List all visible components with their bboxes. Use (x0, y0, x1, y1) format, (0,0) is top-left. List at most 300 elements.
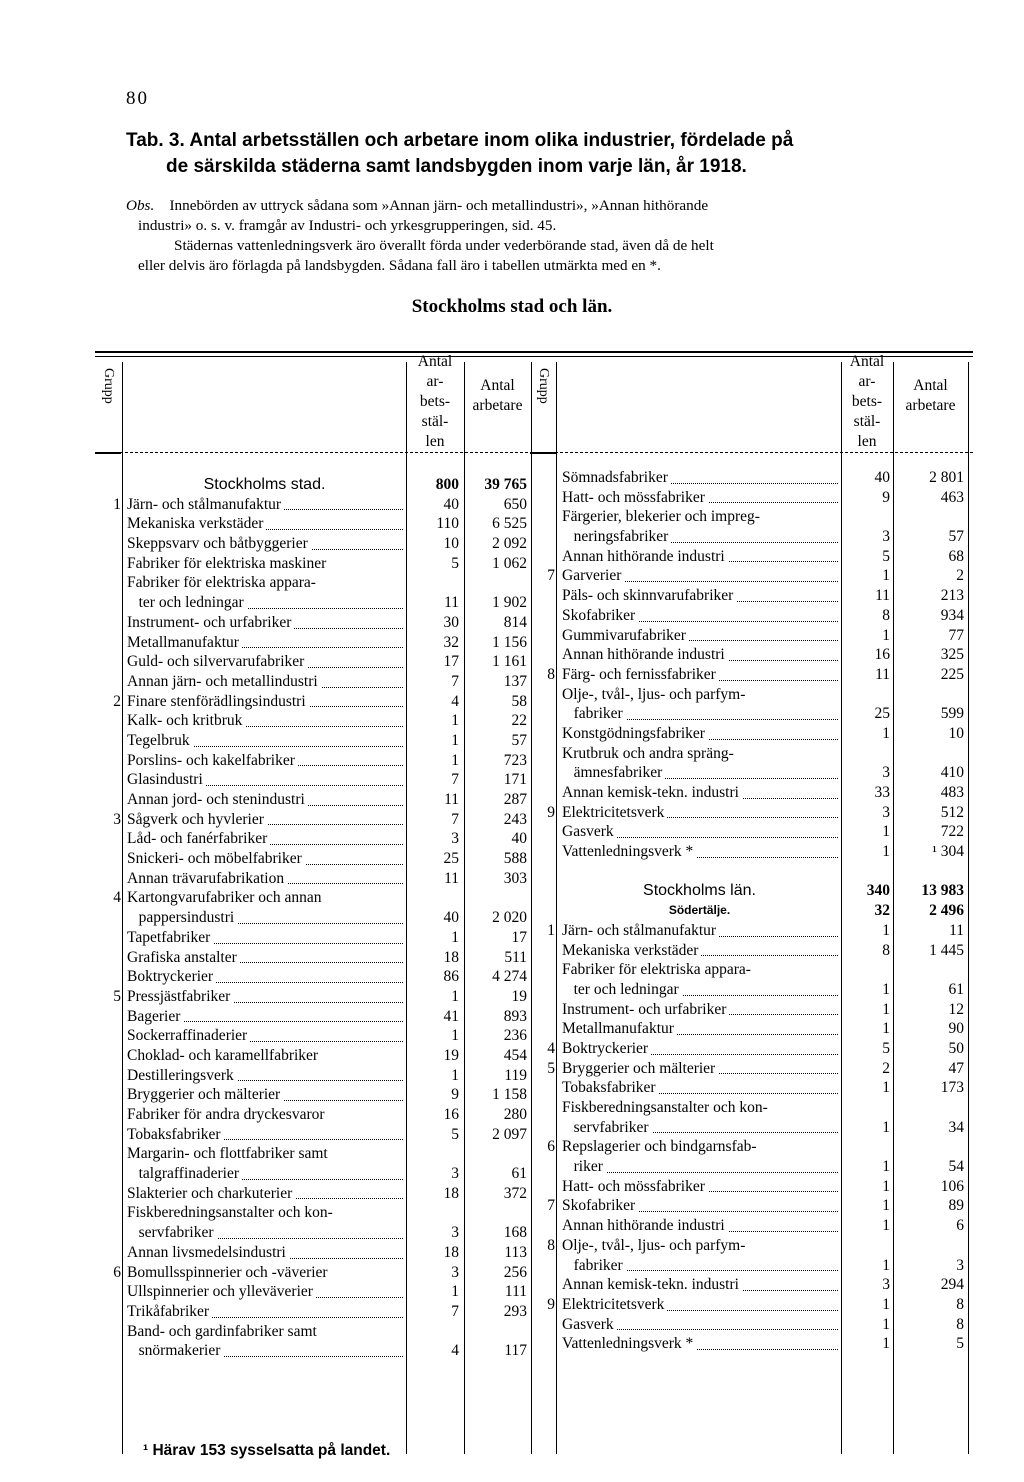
workplaces-count: 1 (882, 1295, 890, 1313)
workers-count: 256 (503, 1263, 527, 1281)
workplaces-count: 19 (443, 1046, 459, 1064)
workers-count: 17 (511, 928, 527, 946)
industry-name-text: Färg- och fernissfabriker (562, 666, 719, 683)
workplaces-count: 1 (451, 1027, 459, 1045)
workplaces-count: 1 (882, 626, 890, 644)
table-row (95, 672, 535, 692)
industry-name (562, 1059, 840, 1079)
industry-name-text: ämnesfabriker (562, 764, 665, 781)
industry-name-text: Boktryckerier (562, 1040, 651, 1057)
workers-count: 280 (503, 1106, 527, 1123)
workplaces-count: 11 (444, 791, 459, 808)
workplaces-count: 1 (882, 1118, 890, 1136)
title-line-2: de särskilda städerna samt landsbygden inom varje län, år 1918. (166, 156, 747, 177)
workplaces-count: 3 (882, 764, 890, 782)
workers-count: 213 (940, 587, 964, 605)
footnote-text: ¹ Härav 153 sysselsatta på landet. (143, 1442, 391, 1459)
workers-count: 325 (940, 646, 964, 664)
workers-count: 650 (503, 495, 527, 513)
table-row (95, 731, 535, 751)
industry-name (127, 770, 405, 790)
table-row (95, 1263, 535, 1283)
workers-count: 723 (503, 751, 527, 769)
obs-text-1: Innebörden av uttryck sådana som »Annan järn- och metallindustri», »Annan hithörande (169, 197, 709, 214)
workplaces-count: 1 (882, 1217, 890, 1235)
industry-name (562, 921, 840, 941)
industry-name-text: Slakterier och charkuterier (127, 1185, 295, 1202)
industry-name (562, 901, 840, 921)
group-number: 8 (547, 1236, 555, 1254)
table-row (530, 704, 970, 724)
industry-name (562, 1157, 840, 1177)
industry-name (562, 468, 840, 488)
industry-name (562, 1334, 840, 1354)
industry-name (562, 1019, 840, 1039)
table-row (530, 1295, 970, 1315)
workers-count: 50 (948, 1039, 964, 1057)
workplaces-count: 1 (882, 1197, 890, 1215)
group-number: 6 (113, 1263, 121, 1281)
workplaces-count: 18 (443, 948, 459, 966)
table-row (530, 1118, 970, 1138)
industry-name-text: Pressjästfabriker (127, 988, 233, 1005)
industry-name (562, 960, 840, 980)
workers-count: 39 765 (484, 476, 527, 493)
workers-count: 3 (956, 1256, 964, 1274)
industry-name-text: Konstgödningsfabriker (562, 725, 708, 742)
industry-name (562, 626, 840, 646)
workplaces-count: 1 (451, 928, 459, 946)
workers-count: 8 (956, 1315, 964, 1333)
workplaces-count: 9 (451, 1086, 459, 1104)
industry-name-text: servfabriker (562, 1119, 652, 1136)
table-row (95, 829, 535, 849)
workplaces-count: 18 (443, 1243, 459, 1261)
table-row (530, 665, 970, 685)
industry-name-text: Annan livsmedelsindustri (127, 1244, 289, 1261)
workplaces-count: 110 (436, 515, 459, 533)
workers-count: 5 (956, 1335, 964, 1353)
table-row (95, 1341, 535, 1361)
industry-name-text: Fabriker för elektriska maskiner (127, 555, 329, 572)
industry-name-text: Färgerier, blekerier och impreg- (562, 508, 763, 525)
header-bottom-mid-solid (530, 452, 556, 454)
industry-name-text (562, 863, 565, 880)
industry-name-text: Bryggerier och mälterier (127, 1086, 283, 1103)
workers-count: 6 (956, 1217, 964, 1235)
workplaces-count: 16 (874, 646, 890, 664)
industry-name-text: Fiskberedningsanstalter och kon- (562, 1099, 771, 1116)
workplaces-count: 1 (451, 1066, 459, 1084)
industry-name (562, 665, 840, 685)
industry-name (127, 1184, 405, 1204)
workers-count: 173 (940, 1079, 964, 1097)
workplaces-count: 1 (451, 987, 459, 1005)
workers-count: 225 (940, 665, 964, 683)
industry-name-text: pappersindustri (127, 909, 237, 926)
table-row (530, 1098, 970, 1118)
workers-count: 171 (503, 771, 527, 789)
workers-count: 57 (511, 731, 527, 749)
table-row (95, 987, 535, 1007)
workplaces-count: 1 (882, 921, 890, 939)
table-row (530, 822, 970, 842)
industry-name-text: Boktryckerier (127, 968, 216, 985)
industry-name-text: neringsfabriker (562, 528, 671, 545)
table-row (95, 967, 535, 987)
industry-name (562, 763, 840, 783)
hdr-l4: stäl- (421, 413, 449, 430)
workplaces-count: 3 (882, 528, 890, 546)
industry-name (562, 1315, 840, 1335)
workers-count: 19 (511, 987, 527, 1005)
industry-name (127, 1144, 405, 1164)
workers-count: 2 020 (492, 909, 527, 927)
workers-count: 8 (956, 1295, 964, 1313)
workplaces-count: 25 (874, 705, 890, 723)
industry-name-text: Tobaksfabriker (562, 1079, 659, 1096)
hdr-l3: bets- (419, 393, 451, 410)
industry-name-text: Sockerraffinaderier (127, 1027, 250, 1044)
table-row (530, 1334, 970, 1354)
industry-name-text: Glasindustri (127, 771, 206, 788)
observation-note (126, 196, 986, 276)
industry-name-text: Tegelbruk (127, 732, 193, 749)
industry-name (562, 1137, 840, 1157)
industry-name-text: Vattenledningsverk * (562, 843, 696, 860)
workers-count: 111 (504, 1283, 527, 1301)
industry-name (562, 1177, 840, 1197)
workers-count: 119 (504, 1066, 527, 1084)
workplaces-count: 5 (882, 547, 890, 565)
workers-count: 294 (940, 1276, 964, 1294)
table-row (95, 475, 535, 495)
industry-name-text: Bomullsspinnerier och -väverier (127, 1264, 331, 1281)
industry-name (127, 633, 405, 653)
workplaces-count: 7 (451, 810, 459, 828)
workers-count: 1 902 (492, 594, 527, 612)
industry-name-text: servfabriker (127, 1224, 217, 1241)
workplaces-count: 1 (882, 980, 890, 998)
workplaces-count: 8 (882, 941, 890, 959)
industry-name (562, 822, 840, 842)
industry-name-text: snörmakerier (127, 1342, 223, 1359)
industry-name-text: Olje-, tvål-, ljus- och parfym- (562, 1237, 748, 1254)
table-row (95, 514, 535, 534)
obs-label: Obs. (126, 197, 155, 214)
table-row (95, 1007, 535, 1027)
industry-name-text: Krutbruk och andra spräng- (562, 745, 737, 762)
industry-name (562, 685, 840, 705)
industry-name (127, 1066, 405, 1086)
workplaces-count: 11 (444, 594, 459, 612)
industry-name-text: Tobaksfabriker (127, 1126, 224, 1143)
workplaces-count: 3 (451, 1165, 459, 1183)
workplaces-count: 86 (443, 968, 459, 986)
table-row (95, 1085, 535, 1105)
workplaces-count: 3 (451, 830, 459, 848)
industry-name-text: Porslins- och kakelfabriker (127, 752, 298, 769)
right-table-body (530, 468, 970, 1354)
table-row (95, 495, 535, 515)
industry-name (562, 1295, 840, 1315)
industry-name (562, 606, 840, 626)
industry-name (562, 1216, 840, 1236)
industry-name-text: Skeppsvarv och båtbyggerier (127, 535, 311, 552)
industry-name (127, 928, 405, 948)
industry-name (562, 488, 840, 508)
table-row (530, 1157, 970, 1177)
industry-name-text: Snickeri- och möbelfabriker (127, 850, 305, 867)
industry-name-text: ter och ledningar (127, 594, 247, 611)
workers-count: 2 097 (492, 1125, 527, 1143)
table-row (95, 1302, 535, 1322)
workplaces-count: 2 (882, 1059, 890, 1077)
table-row (95, 1243, 535, 1263)
industry-name-text: Skofabriker (562, 1197, 638, 1214)
workers-count: 89 (948, 1197, 964, 1215)
industry-name (562, 1118, 840, 1138)
workplaces-count: 1 (451, 1283, 459, 1301)
workers-count: 588 (503, 850, 527, 868)
workers-count: 934 (940, 606, 964, 624)
header-arbetare-right (893, 376, 968, 416)
industry-name (127, 1105, 405, 1125)
hdr-r5: len (857, 433, 877, 450)
workplaces-count: 800 (435, 476, 459, 493)
industry-name (127, 751, 405, 771)
industry-name-text: Metallmanufaktur (562, 1020, 677, 1037)
table-row (530, 547, 970, 567)
workplaces-count: 18 (443, 1184, 459, 1202)
hdr-l1: Antal (417, 353, 453, 370)
industry-name (127, 967, 405, 987)
industry-name-text: Repslagerier och bindgarnsfab- (562, 1138, 760, 1155)
industry-name (127, 1282, 405, 1302)
table-row (95, 1026, 535, 1046)
industry-name (562, 941, 840, 961)
table-row (95, 1046, 535, 1066)
table-row (95, 751, 535, 771)
industry-name (562, 1078, 840, 1098)
workplaces-count: 40 (443, 495, 459, 513)
industry-name-text: Ullspinnerier och ylleväverier (127, 1283, 316, 1300)
workers-count: 2 (956, 567, 964, 585)
workplaces-count: 17 (443, 653, 459, 671)
industry-name (562, 803, 840, 823)
table-row (530, 645, 970, 665)
industry-name (127, 1302, 405, 1322)
table-row (530, 566, 970, 586)
table-row (95, 1203, 535, 1223)
industry-name-text: Järn- och stålmanufaktur (127, 496, 284, 513)
industry-name-text: talgraffinaderier (127, 1165, 242, 1182)
workers-count: 2 092 (492, 535, 527, 553)
group-number: 9 (547, 1295, 555, 1313)
workplaces-count: 25 (443, 850, 459, 868)
industry-name (562, 1000, 840, 1020)
industry-name (127, 593, 405, 613)
industry-name-text: Gasverk (562, 1316, 617, 1333)
workplaces-count: 4 (451, 1342, 459, 1360)
hdr-a1: Antal (480, 377, 515, 394)
industry-name (127, 1007, 405, 1027)
workplaces-count: 1 (882, 1158, 890, 1176)
page-number: 80 (126, 88, 149, 109)
table-row (95, 1184, 535, 1204)
table-row (95, 554, 535, 574)
workplaces-count: 8 (882, 606, 890, 624)
industry-name (127, 1125, 405, 1145)
industry-name-text: Destilleringsverk (127, 1067, 237, 1084)
table-row (530, 901, 970, 921)
industry-name-text: Bagerier (127, 1008, 183, 1025)
workers-count: 236 (503, 1027, 527, 1045)
workers-count: 1 158 (492, 1086, 527, 1104)
table-row (95, 593, 535, 613)
industry-name-text: Choklad- och karamellfabriker (127, 1047, 321, 1064)
industry-name-text: Vattenledningsverk * (562, 1335, 696, 1352)
table-row (530, 626, 970, 646)
industry-name (127, 731, 405, 751)
industry-name (127, 869, 405, 889)
workers-count: 814 (503, 613, 527, 631)
group-number: 9 (547, 803, 555, 821)
hdr-l5: len (425, 433, 445, 450)
hdr-ra1: Antal (913, 377, 948, 394)
group-number: 1 (547, 921, 555, 939)
industry-name (562, 1098, 840, 1118)
group-number: 7 (547, 567, 555, 585)
industry-name (562, 881, 840, 901)
table-row (95, 1144, 535, 1164)
workers-count: ¹ 304 (932, 843, 964, 861)
industry-name-text: Låd- och fanérfabriker (127, 830, 270, 847)
workers-count: 511 (504, 948, 527, 966)
industry-name-text: riker (562, 1158, 606, 1175)
industry-name (127, 534, 405, 554)
hdr-ra2: arbetare (905, 397, 956, 414)
industry-name (127, 1203, 405, 1223)
industry-name (127, 1322, 405, 1342)
industry-name-text: Mekaniska verkstäder (127, 515, 266, 532)
industry-name-text: Sömnadsfabriker (562, 469, 671, 486)
group-number: 2 (113, 692, 121, 710)
workplaces-count: 33 (874, 784, 890, 801)
hdr-l2: ar- (426, 373, 444, 390)
table-row (95, 1125, 535, 1145)
industry-name-text: Päls- och skinnvarufabriker (562, 587, 736, 604)
table-row (530, 1315, 970, 1335)
workplaces-count: 7 (451, 1302, 459, 1320)
table-row (530, 941, 970, 961)
table-row (95, 770, 535, 790)
table-row (95, 849, 535, 869)
workplaces-count: 1 (882, 567, 890, 585)
table-row (530, 1039, 970, 1059)
industry-name-text: Bryggerier och mälterier (562, 1060, 718, 1077)
workers-count: 372 (503, 1184, 527, 1202)
industry-name-text: Grafiska anstalter (127, 949, 240, 966)
workplaces-count: 5 (882, 1039, 890, 1057)
table-row (530, 881, 970, 901)
industry-name-text: Elektricitetsverk (562, 1296, 667, 1313)
obs-text-2: industri» o. s. v. framgår av Industri- och yrkesgrupperingen, sid. 45. (138, 217, 557, 234)
group-number: 6 (547, 1138, 555, 1156)
table-row (530, 921, 970, 941)
workers-count: 1 062 (492, 554, 527, 572)
industry-name-text: Stockholms län. (643, 882, 759, 899)
workplaces-count: 10 (443, 535, 459, 553)
industry-name-text: Sågverk och hyvlerier (127, 811, 267, 828)
workers-count: 722 (940, 823, 964, 841)
industry-name (127, 711, 405, 731)
workplaces-count: 1 (882, 823, 890, 841)
table-row (95, 633, 535, 653)
industry-name (127, 849, 405, 869)
industry-name (562, 547, 840, 567)
hdr-a2: arbetare (472, 397, 523, 414)
table-row (95, 613, 535, 633)
table-row (95, 534, 535, 554)
workers-count: 2 801 (929, 469, 964, 486)
workers-count: 10 (948, 724, 964, 742)
workers-count: 6 525 (492, 515, 527, 533)
workplaces-count: 11 (444, 869, 459, 887)
workplaces-count: 11 (875, 665, 890, 683)
group-number: 5 (547, 1059, 555, 1077)
workers-count: 12 (948, 1000, 964, 1018)
workplaces-count: 5 (451, 1125, 459, 1143)
group-number: 8 (547, 665, 555, 683)
hdr-r1: Antal (849, 353, 885, 370)
industry-name-text: fabriker (562, 1257, 626, 1274)
industry-name-text: Hatt- och mössfabriker (562, 489, 708, 506)
workers-count: 1 156 (492, 633, 527, 651)
table-row (530, 783, 970, 803)
table-row (530, 1275, 970, 1295)
workers-count: 61 (948, 980, 964, 998)
workplaces-count: 9 (882, 488, 890, 506)
table-row (95, 908, 535, 928)
table-row (95, 1066, 535, 1086)
table-row (95, 711, 535, 731)
workers-count: 117 (504, 1342, 527, 1360)
industry-name (127, 1223, 405, 1243)
workplaces-count: 1 (882, 1335, 890, 1353)
industry-name (562, 842, 840, 862)
workers-count: 168 (503, 1224, 527, 1242)
group-number: 7 (547, 1197, 555, 1215)
industry-name-text: Trikåfabriker (127, 1303, 212, 1320)
workplaces-count: 1 (882, 1315, 890, 1333)
workers-count: 40 (511, 830, 527, 848)
industry-name (562, 586, 840, 606)
workplaces-count: 1 (882, 1177, 890, 1195)
workers-count: 68 (948, 547, 964, 565)
table-row (95, 573, 535, 593)
table-row (530, 862, 970, 882)
table-row (530, 744, 970, 764)
table-row (530, 724, 970, 744)
table-row (530, 803, 970, 823)
table-row (530, 488, 970, 508)
workers-count: 137 (503, 672, 527, 690)
workers-count: 34 (948, 1118, 964, 1136)
industry-name-text: Stockholms stad. (204, 476, 329, 493)
industry-name (562, 1275, 840, 1295)
left-table-body (95, 475, 535, 1361)
